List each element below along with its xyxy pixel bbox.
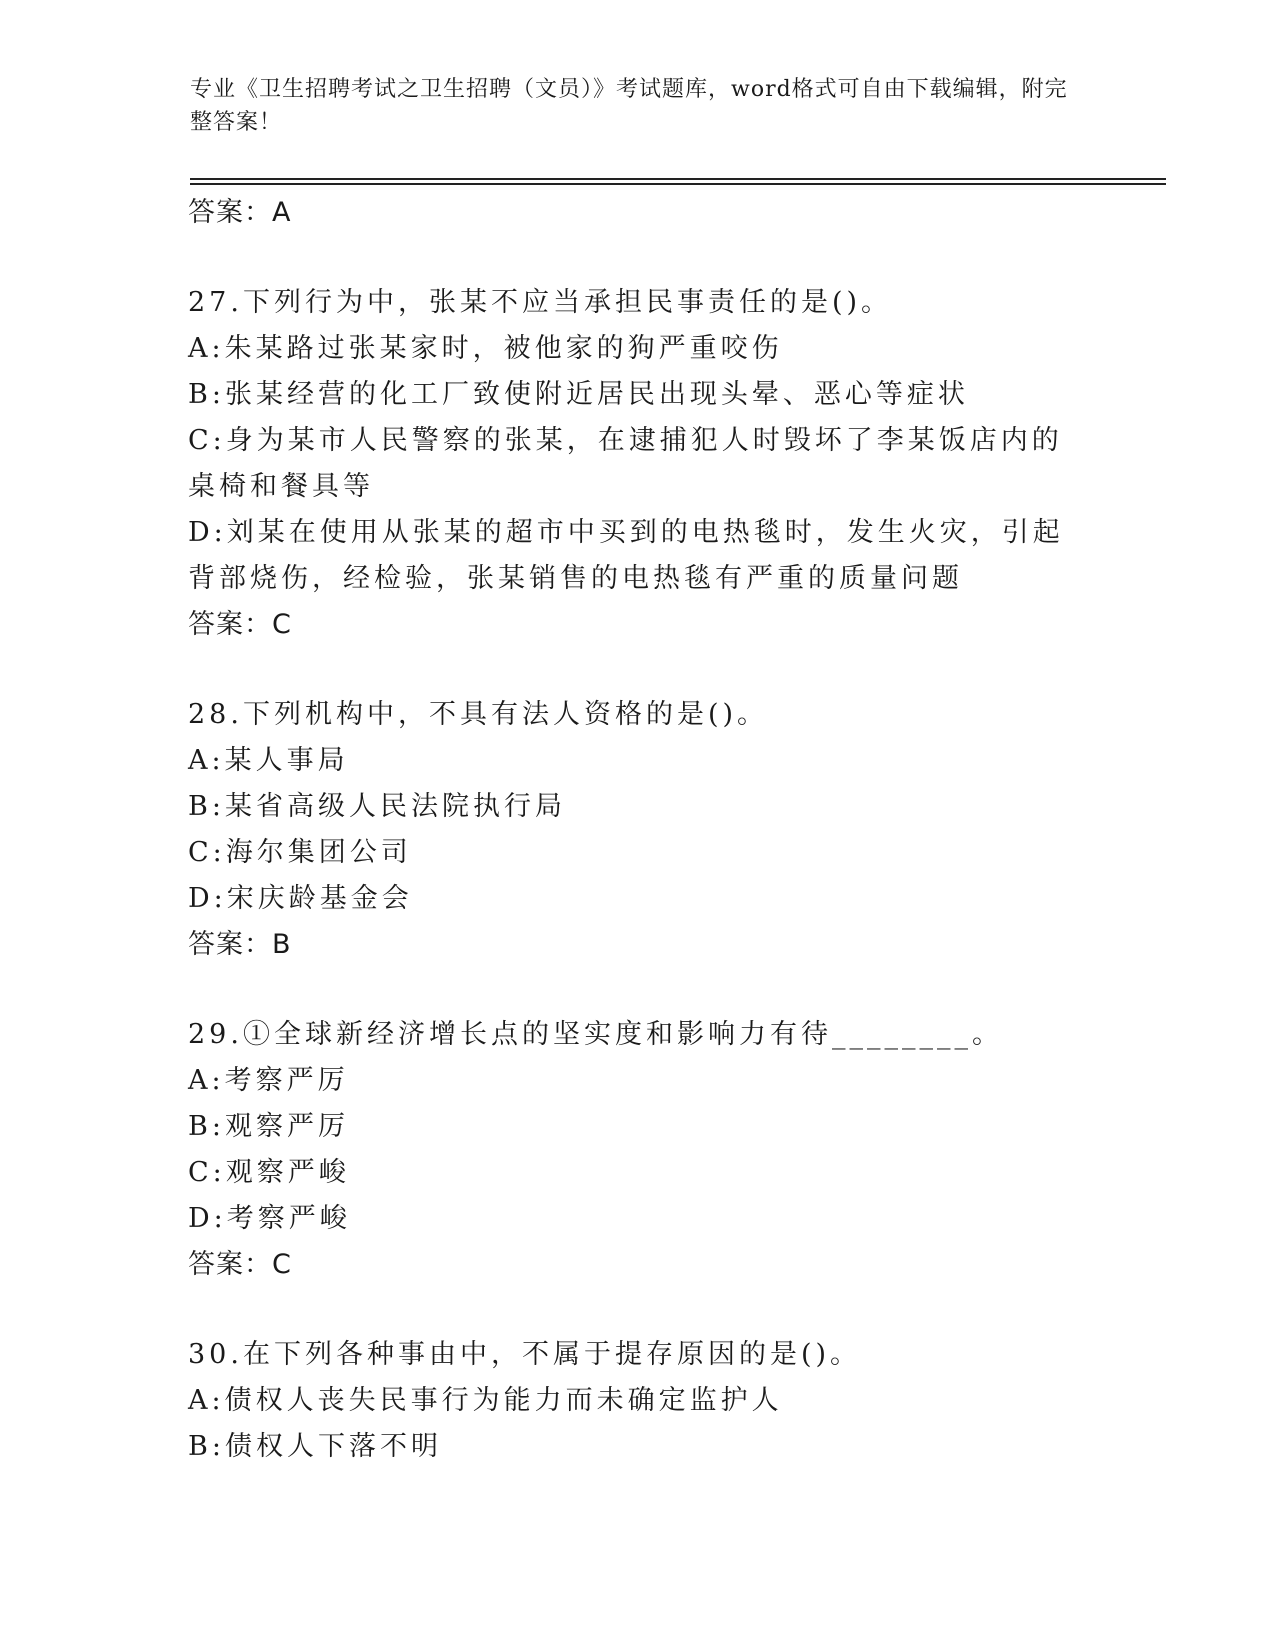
option-b: B:债权人下落不明 [188, 1431, 442, 1462]
option-a: A:某人事局 [188, 745, 349, 776]
answer-line: 答案：B [188, 929, 292, 960]
option-a: A:考察严厉 [188, 1065, 349, 1096]
document-header: 专业《卫生招聘考试之卫生招聘（文员）》考试题库，word格式可自由下载编辑，附完整答案！ [190, 77, 1068, 135]
answer-line: 答案：A [188, 197, 292, 228]
question-29 [188, 1012, 1088, 1288]
question-28 [188, 692, 1088, 968]
question-stem: 27.下列行为中，张某不应当承担民事责任的是()。 [188, 287, 893, 318]
answer-line: 答案：C [188, 1249, 292, 1280]
question-stem: 28.下列机构中，不具有法人资格的是()。 [188, 699, 769, 730]
option-a: A:朱某路过张某家时，被他家的狗严重咬伤 [188, 333, 783, 364]
question-stem: 29.①全球新经济增长点的坚实度和影响力有待________。 [188, 1019, 1003, 1050]
header-rule-top [190, 178, 1166, 180]
question-stem: 30.在下列各种事由中，不属于提存原因的是()。 [188, 1339, 862, 1370]
option-d: D:宋庆龄基金会 [188, 883, 413, 914]
option-a: A:债权人丧失民事行为能力而未确定监护人 [188, 1385, 783, 1416]
option-b: B:张某经营的化工厂致使附近居民出现头晕、恶心等症状 [188, 379, 969, 410]
option-b: B:某省高级人民法院执行局 [188, 791, 566, 822]
question-30 [188, 1332, 1088, 1470]
question-list [188, 190, 1088, 1470]
option-d: D:考察严峻 [188, 1203, 351, 1234]
option-c: C:观察严峻 [188, 1157, 350, 1188]
option-c: C:海尔集团公司 [188, 837, 412, 868]
header-rule-bottom [190, 183, 1166, 185]
question-27 [188, 280, 1088, 648]
option-b: B:观察严厉 [188, 1111, 349, 1142]
option-d: D:刘某在使用从张某的超市中买到的电热毯时，发生火灾，引起背部烧伤，经检验，张某销售的电热毯有严重的质量问题 [188, 517, 1064, 594]
answer-line: 答案：C [188, 609, 292, 640]
option-c: C:身为某市人民警察的张某，在逮捕犯人时毁坏了李某饭店内的桌椅和餐具等 [188, 425, 1063, 502]
